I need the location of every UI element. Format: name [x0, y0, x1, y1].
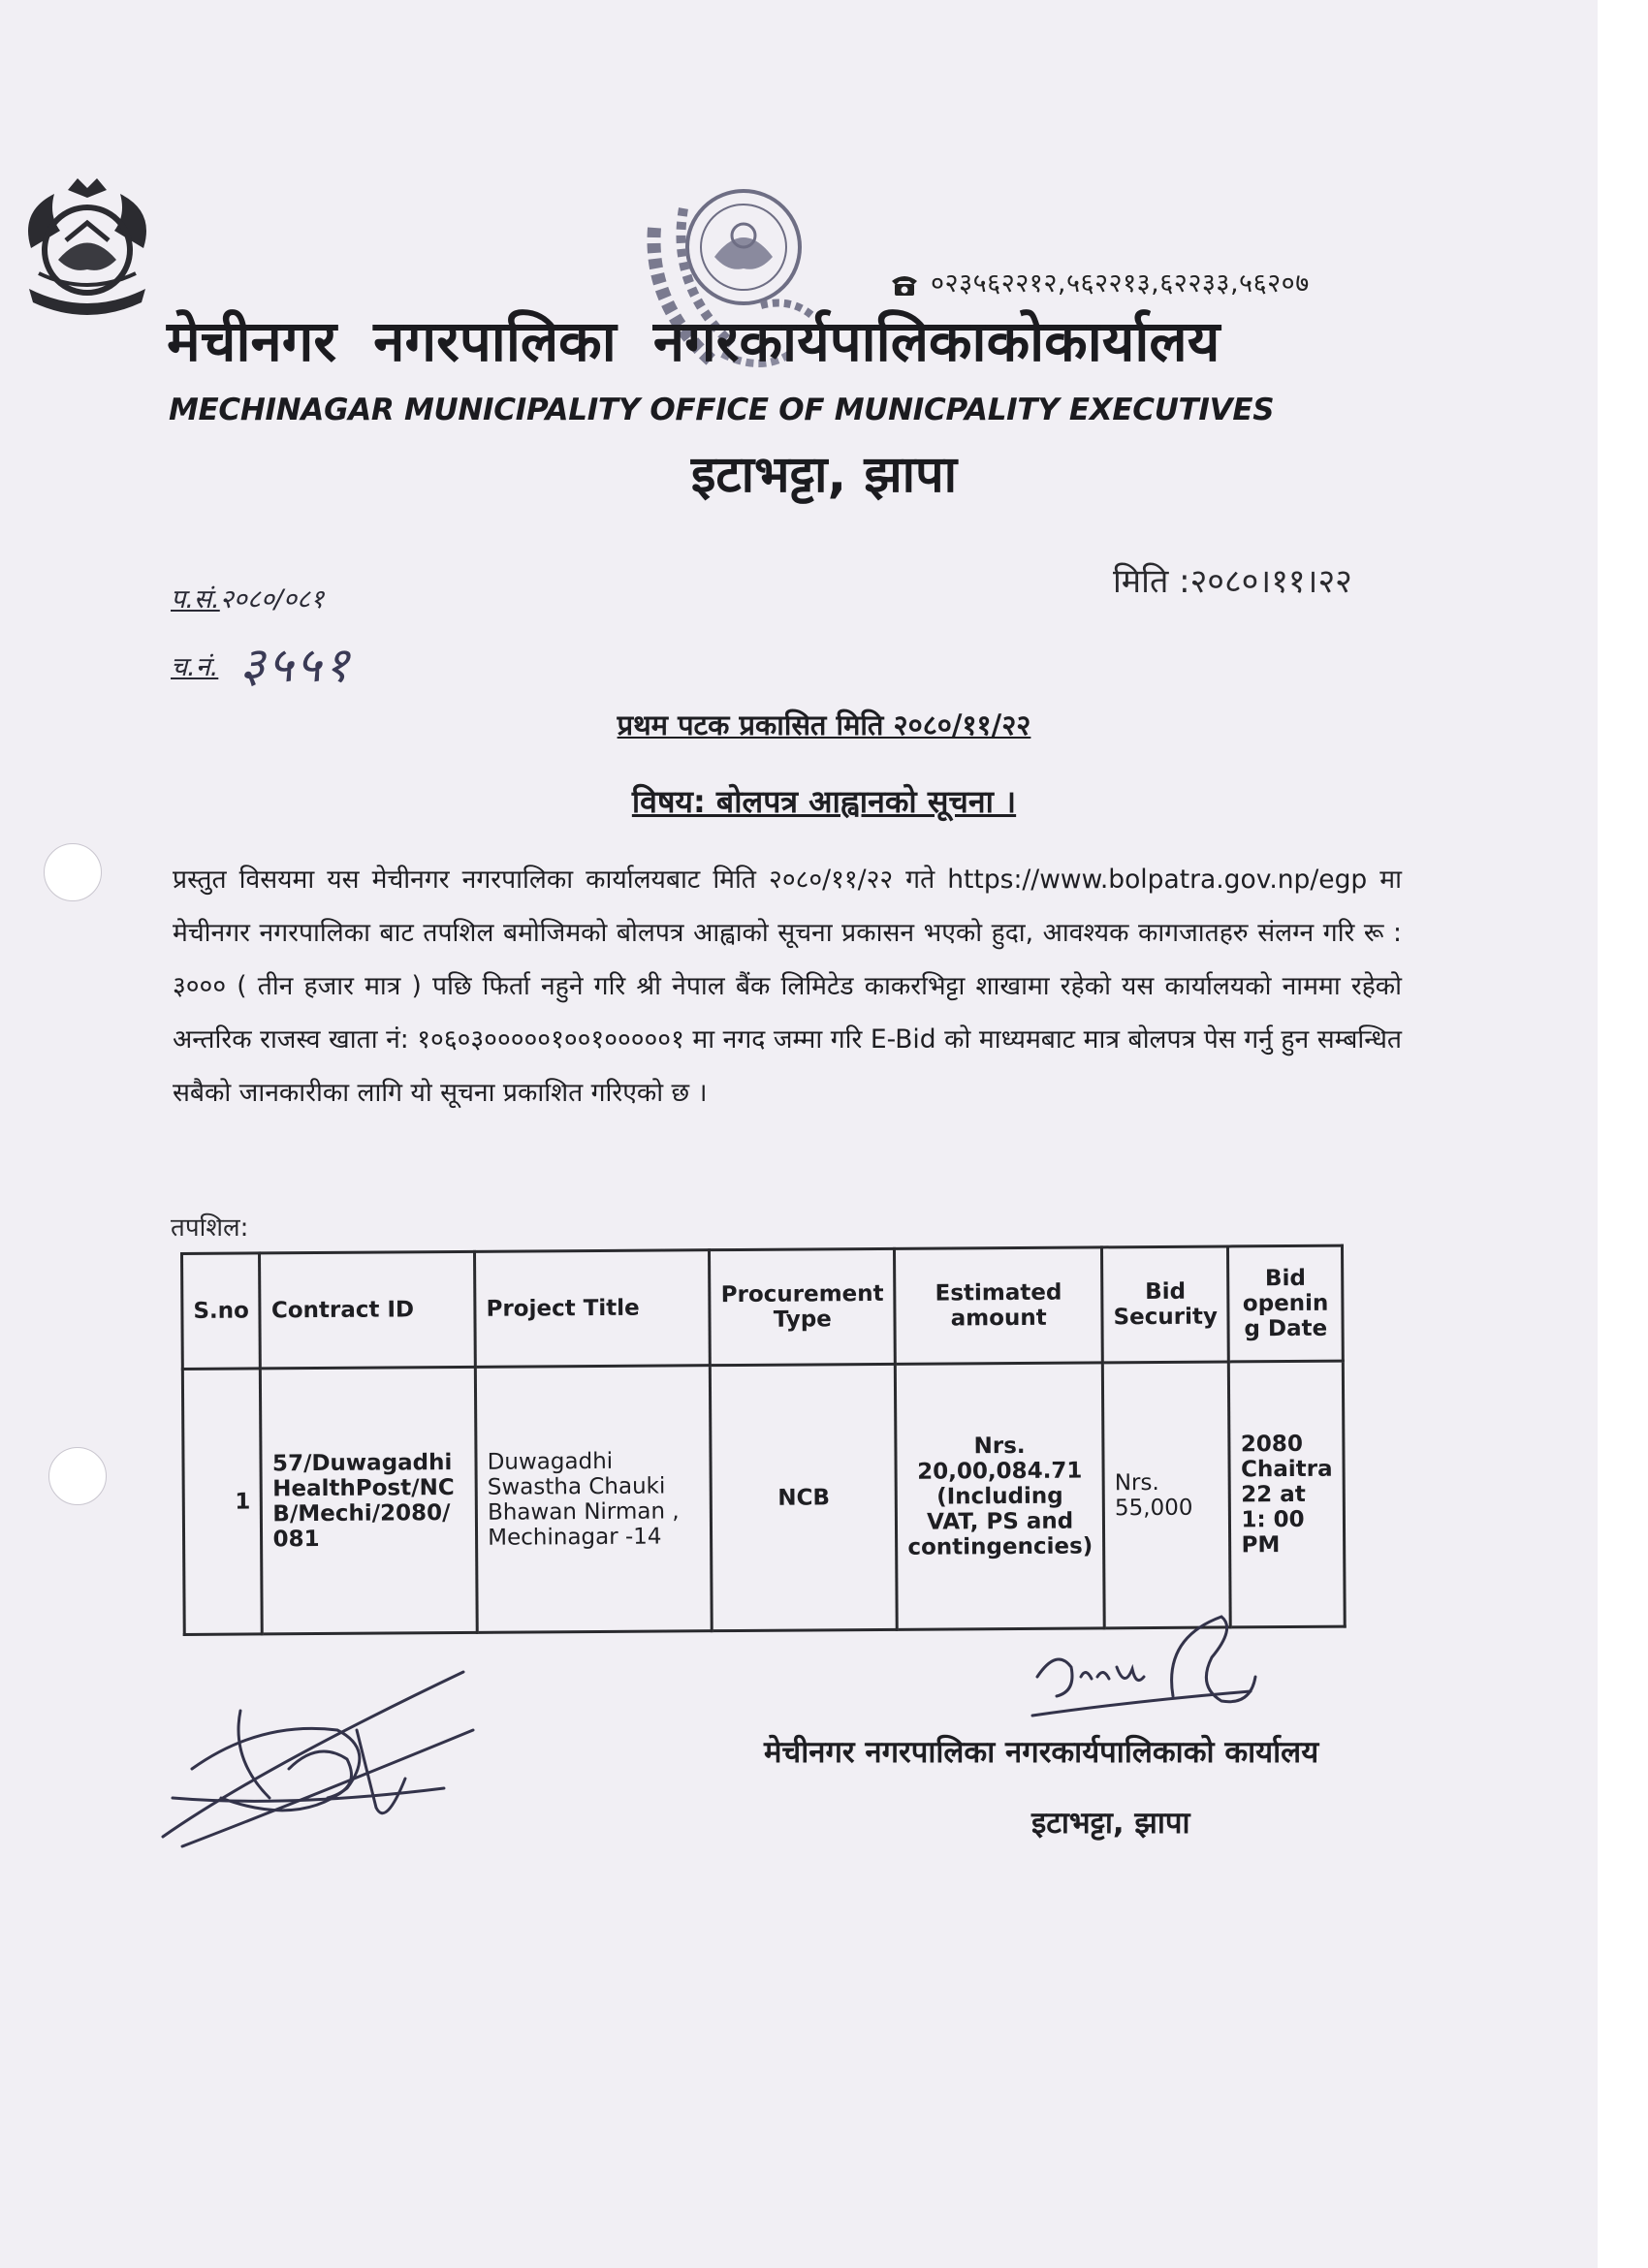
- punch-hole: [44, 843, 102, 901]
- details-label: तपशिल:: [171, 1213, 249, 1243]
- punch-hole: [48, 1447, 107, 1505]
- phone-text: ०२३५६२२१२,५६२२१३,६२२३३,५६२०७: [931, 268, 1310, 299]
- signatory-place: इटाभट्टा, झापा: [1031, 1806, 1190, 1841]
- table-header-row: [182, 1245, 1344, 1369]
- left-signature: [153, 1653, 478, 1856]
- dispatch-value: ३५५१: [239, 637, 353, 693]
- reference-number: [171, 580, 324, 615]
- letterhead-title-nepali: मेचीनगर नगरपालिका नगरकार्यपालिकाकोकार्यालय: [167, 308, 1220, 374]
- phone-icon: [890, 272, 919, 298]
- table-row: [182, 1361, 1345, 1634]
- right-signature: [1028, 1609, 1260, 1740]
- cell-estimated-amount: Nrs. 20,00,084.71 (Including VAT, PS and contingencies): [896, 1363, 1105, 1629]
- header-procurement-type: Procurement Type: [710, 1248, 896, 1365]
- cell-project-title: Duwagadhi Swastha Chauki Bhawan Nirman , Mechinagar -14: [475, 1366, 712, 1633]
- notice-subject: विषय: बोलपत्र आह्वानको सूचना ।: [631, 783, 1017, 820]
- header-contract-id: Contract ID: [260, 1251, 475, 1369]
- phone-numbers: [890, 264, 1310, 299]
- letter-date: मिति :२०८०।११।२२: [1113, 562, 1352, 601]
- tender-table: [180, 1244, 1347, 1636]
- header-bid-security: Bid Security: [1102, 1246, 1229, 1363]
- header-project-title: Project Title: [475, 1250, 711, 1368]
- dispatch-label: च.नं.: [171, 652, 219, 682]
- signatory-office: मेचीनगर नगरपालिका नगरकार्यपालिकाको कार्यालय: [764, 1735, 1319, 1770]
- header-estimated-amount: Estimated amount: [895, 1247, 1103, 1364]
- published-date-line: प्रथम पटक प्रकासित मिति २०८०/११/२२: [617, 709, 1031, 741]
- cell-bid-security: Nrs. 55,000: [1102, 1362, 1230, 1628]
- cell-contract-id: 57/DuwagadhiHealthPost/NCB/Mechi/2080/081: [261, 1367, 478, 1634]
- reference-label: प.सं.: [171, 584, 220, 614]
- dispatch-number: [171, 630, 352, 696]
- cell-sno: 1: [182, 1369, 262, 1635]
- government-emblem-icon: [10, 173, 165, 328]
- page-edge: [1598, 0, 1648, 2268]
- letterhead-location: इटाभट्टा, झापा: [690, 446, 958, 504]
- letterhead-title-english: MECHINAGAR MUNICIPALITY OFFICE OF MUNICPALITY EXECUTIVES: [169, 393, 1275, 427]
- header-sno: S.no: [182, 1253, 261, 1370]
- notice-body: प्रस्तुत विसयमा यस मेचीनगर नगरपालिका कार्यालयबाट मिति २०८०/११/२२ गते https://www.bolpatra.gov.np/egp मा मेचीनगर नगरपालिका बाट तपशिल बमोजिमको बोलपत्र आह्वाको सूचना प्रकासन भएको हुदा, आवश्यक कागजातहरु संलग्न गरि रू : ३००० ( तीन हजार मात्र ) पछि फिर्ता नहुने गरि श्री नेपाल बैंक लिमिटेड काकरभिट्टा शाखामा रहेको यस कार्यालयको नाममा रहेको अन्तरिक राजस्व खाता नं: १०६०३०००००१००१०००००१ मा नगद जम्मा गरि E-Bid को माध्यमबाट मात्र बोलपत्र पेस गर्नु हुन सम्बन्धित सबैको जानकारीका लागि यो सूचना प्रकाशित गरिएको छ ।: [173, 865, 1402, 1108]
- cell-procurement-type: NCB: [711, 1364, 898, 1630]
- cell-bid-opening-date: 2080 Chaitra 22 at 1: 00 PM: [1229, 1361, 1345, 1627]
- header-bid-opening-date: Bid openin g Date: [1228, 1245, 1343, 1362]
- reference-value: २०८०/०८१: [219, 584, 325, 614]
